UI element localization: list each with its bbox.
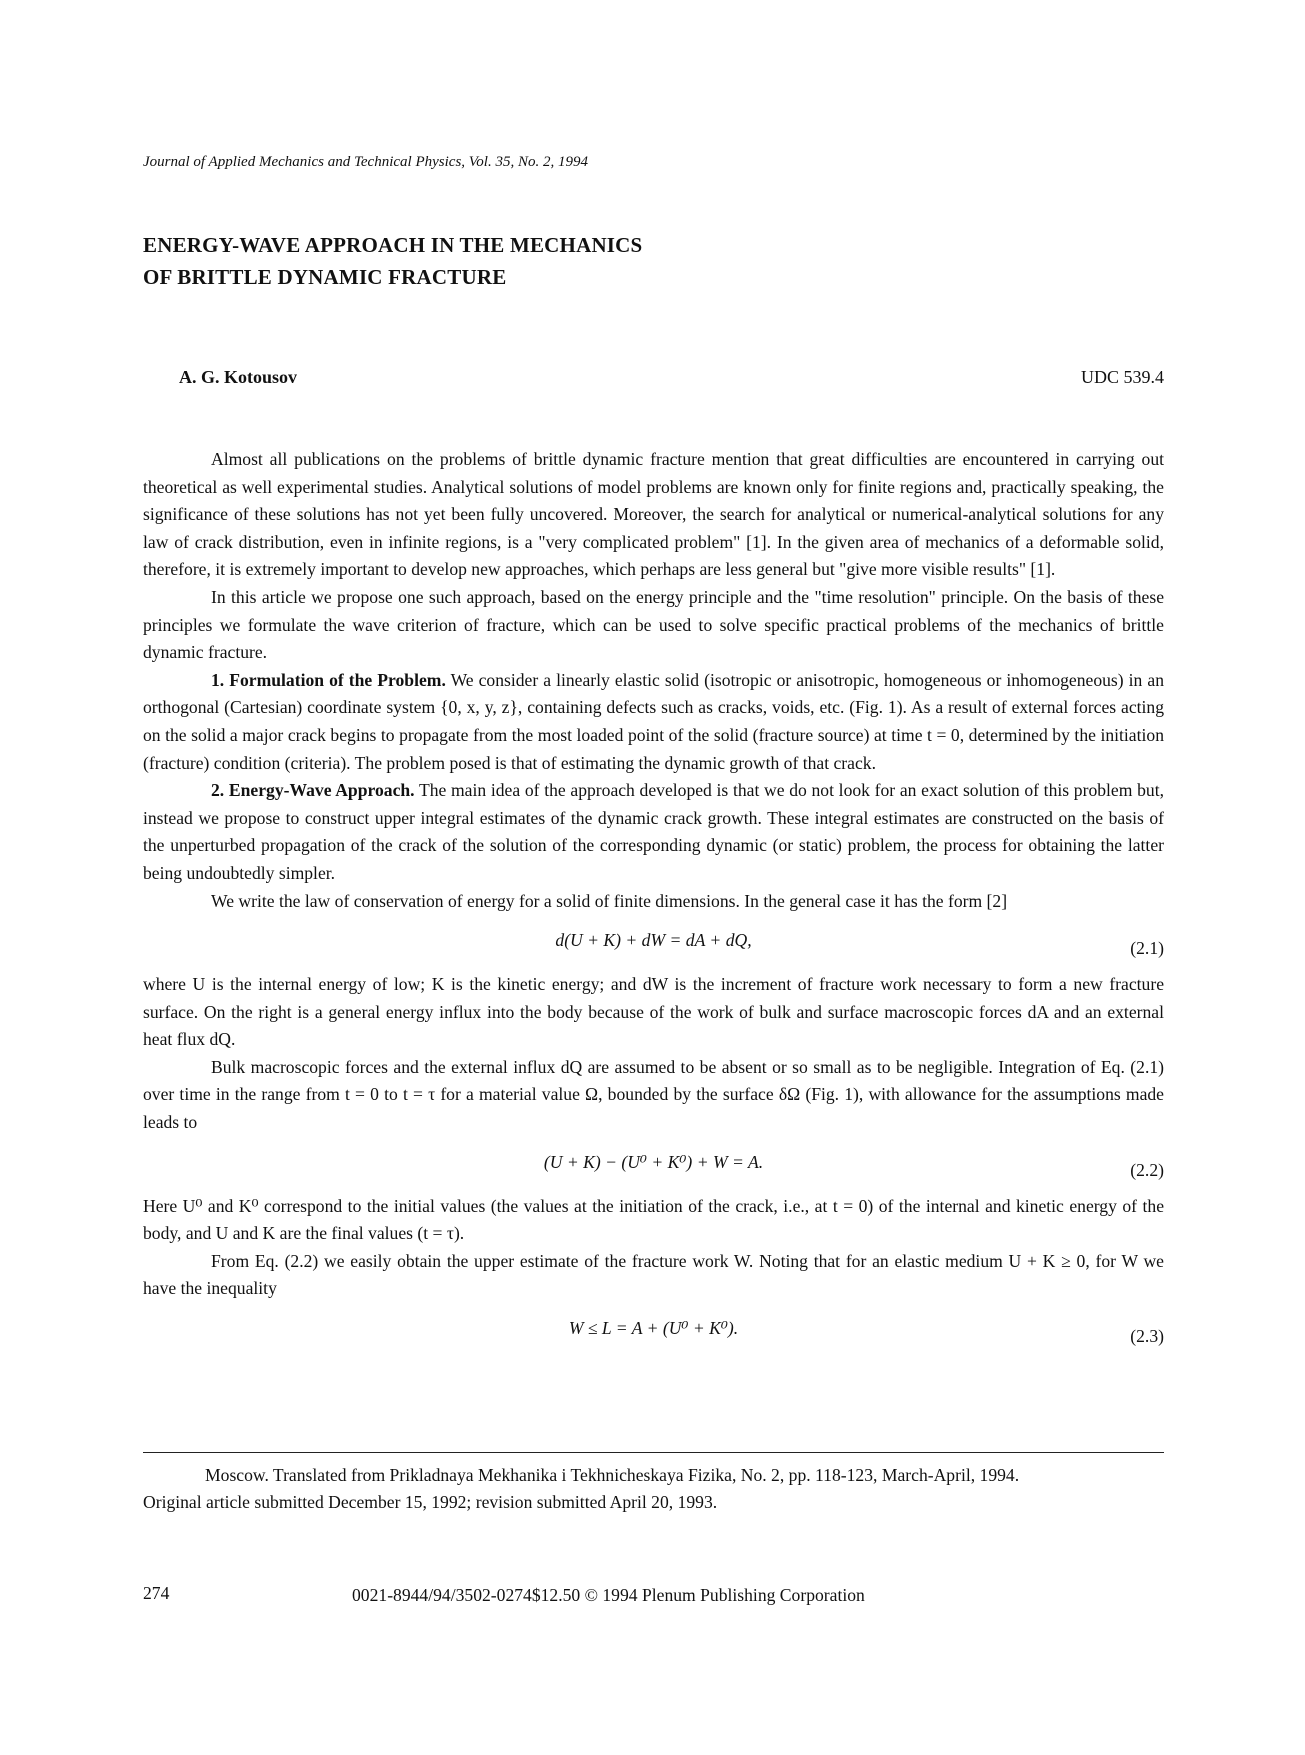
article-body	[143, 446, 1164, 1359]
paragraph-from: From Eq. (2.2) we easily obtain the upper estimate of the fracture work W. Noting that for an elastic medium U + K ≥ 0, for W we have the inequality	[143, 1250, 1164, 1299]
section-1-heading: 1. Formulation of the Problem.	[211, 669, 446, 690]
footnote-line-2: Original article submitted December 15, 1992; revision submitted April 20, 1993.	[143, 1492, 718, 1512]
section-1-text: We consider a linearly elastic solid (isotropic or anisotropic, homogeneous or inhomogeneous) in an orthogonal (Cartesian) coordinate system {0, x, y, z}, containing defects such as cracks, voids, etc. (Fig. 1). As a result of external forces acting on the solid a major crack begins to propagate from the most loaded point of the solid (fracture source) at time t = 0, determined by the initiation (fracture) condition (criteria). The problem posed is that of estimating the dynamic growth of that crack.	[143, 669, 1164, 773]
equation-2-1-formula: d(U + K) + dW = dA + dQ,	[555, 930, 752, 951]
paragraph-intro: Almost all publications on the problems of brittle dynamic fracture mention that great difficulties are encountered in carrying out theoretical as well experimental studies. Analytical solutions of model problems are known only for finite regions and, practically speaking, the significance of these solutions has not yet been fully uncovered. Moreover, the search for analytical or numerical-analytical solutions for any law of crack distribution, even in infinite regions, is a "very complicated problem" [1]. In the given area of mechanics of a deformable solid, therefore, it is extremely important to develop new approaches, which perhaps are less general but "give more visible results" [1].	[143, 449, 1164, 580]
paragraph-conservation: We write the law of conservation of energy for a solid of finite dimensions. In the general case it has the form [2]	[211, 890, 1008, 911]
footnote-line-1: Moscow. Translated from Prikladnaya Mekhanika i Tekhnicheskaya Fizika, No. 2, pp. 118-123, March-April, 1994.	[205, 1465, 1020, 1485]
equation-2-2-number: (2.2)	[1130, 1159, 1164, 1180]
section-2-heading: 2. Energy-Wave Approach.	[211, 780, 415, 801]
equation-2-3-formula: W ≤ L = A + (U⁰ + K⁰).	[568, 1318, 739, 1339]
title-line-2: OF BRITTLE DYNAMIC FRACTURE	[143, 265, 507, 289]
footnote-divider	[143, 1452, 1164, 1453]
page-number: 274	[143, 1583, 170, 1603]
equation-2-2	[143, 1137, 1164, 1193]
article-title	[143, 229, 642, 293]
paragraph-here: Here U⁰ and K⁰ correspond to the initial values (the values at the initiation of the crack, i.e., at t = 0) of the internal and kinetic energy of the body, and U and K are the final values (t = τ).	[143, 1195, 1164, 1244]
paragraph-bulk: Bulk macroscopic forces and the external influx dQ are assumed to be absent or so small as to be negligible. Integration of Eq. (2.1) over time in the range from t = 0 to t = τ for a material value Ω, bounded by the surface δΩ (Fig. 1), with allowance for the assumptions made leads to	[143, 1056, 1164, 1133]
equation-2-1	[143, 915, 1164, 971]
section-1	[143, 667, 1164, 777]
title-line-1: ENERGY-WAVE APPROACH IN THE MECHANICS	[143, 233, 643, 257]
udc-code: UDC 539.4	[1080, 367, 1164, 387]
equation-2-3	[143, 1303, 1164, 1359]
equation-2-2-formula: (U + K) − (U⁰ + K⁰) + W = A.	[543, 1151, 764, 1172]
equation-2-1-number: (2.1)	[1130, 938, 1164, 959]
footnote	[143, 1462, 1164, 1516]
paragraph-where: where U is the internal energy of low; K is the kinetic energy; and dW is the increment of fracture work necessary to form a new fracture surface. On the right is a general energy influx into the body because of the work of bulk and surface macroscopic forces dA and an external heat flux dQ.	[143, 974, 1164, 1050]
section-2	[143, 777, 1164, 887]
copyright-line: 0021-8944/94/3502-0274$12.50 © 1994 Plenum Publishing Corporation	[352, 1585, 865, 1605]
journal-citation: Journal of Applied Mechanics and Technical Physics, Vol. 35, No. 2, 1994	[143, 154, 588, 170]
equation-2-3-number: (2.3)	[1130, 1326, 1164, 1347]
paragraph-approach: In this article we propose one such approach, based on the energy principle and the "time resolution" principle. On the basis of these principles we formulate the wave criterion of fracture, which can be used to solve specific practical problems of the mechanics of brittle dynamic fracture.	[143, 586, 1164, 663]
author: A. G. Kotousov	[179, 367, 298, 387]
section-2-text: The main idea of the approach developed is that we do not look for an exact solution of this problem but, instead we propose to construct upper integral estimates of the dynamic crack growth. These integral estimates are constructed on the basis of the unperturbed propagation of the crack of the solution of the corresponding dynamic (or static) problem, the process for obtaining the latter being undoubtedly simpler.	[143, 780, 1164, 883]
